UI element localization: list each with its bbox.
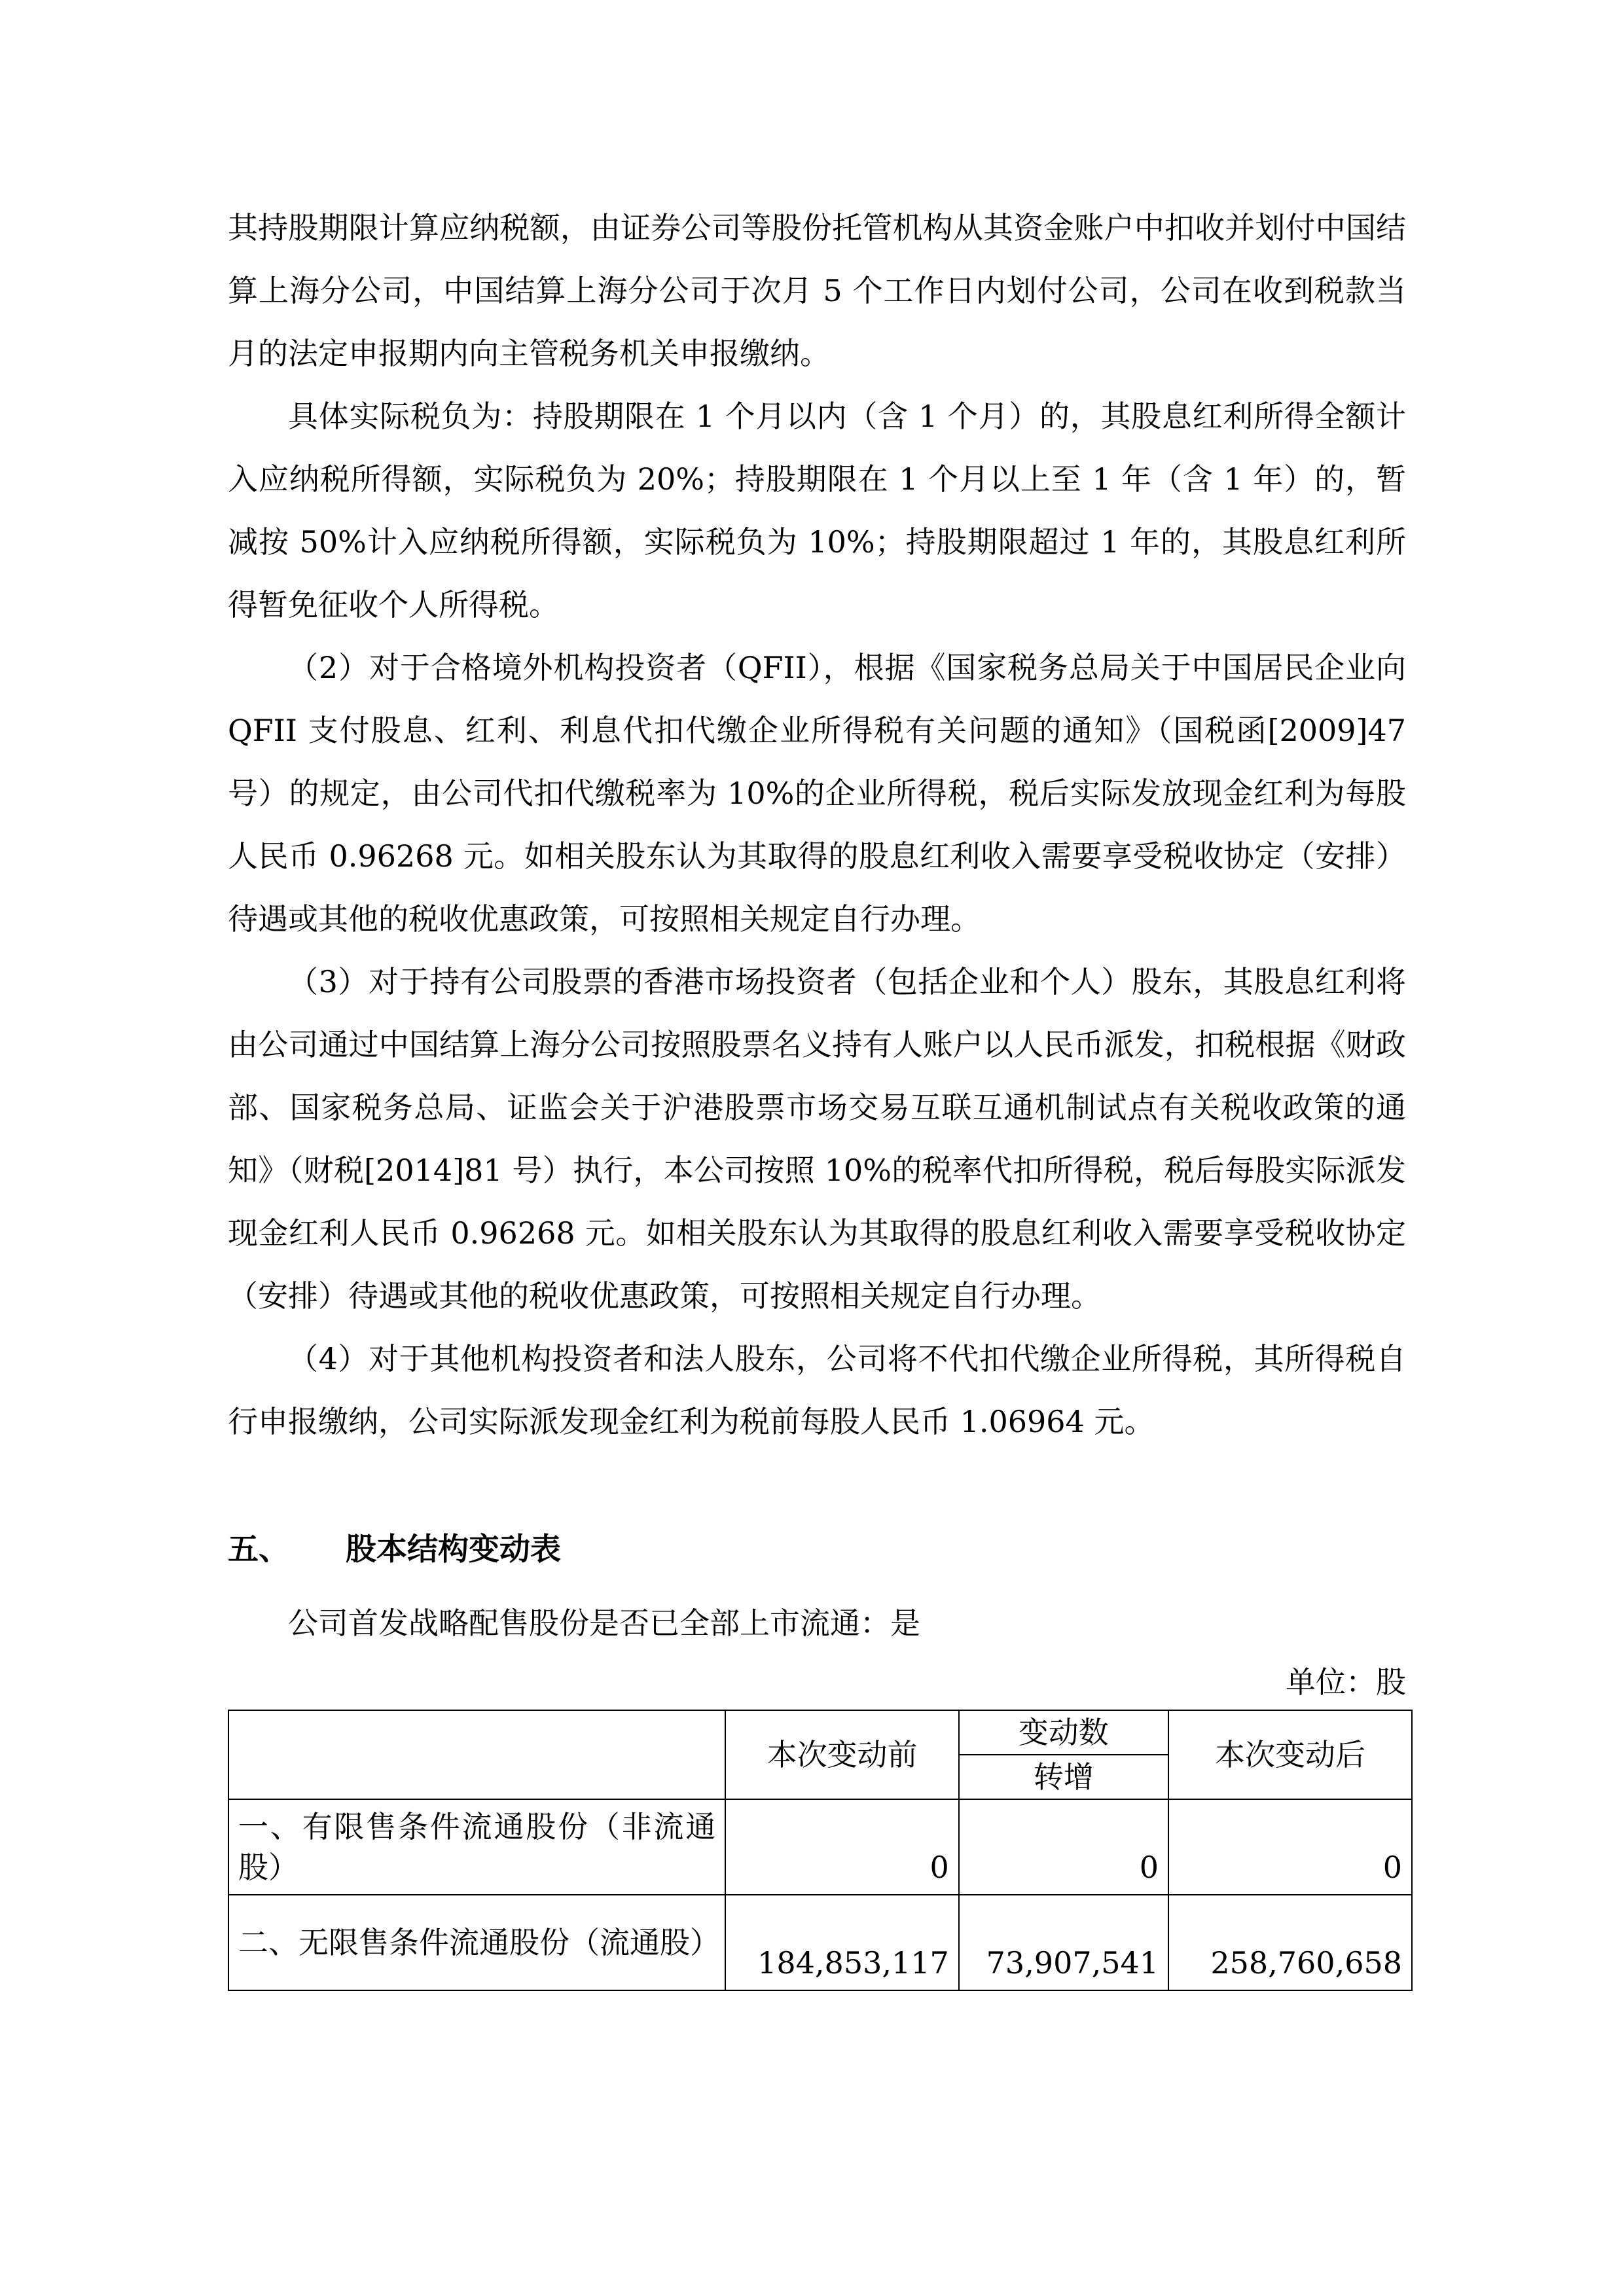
header-before-change: 本次变动前 xyxy=(725,1710,958,1799)
row-label-restricted-shares: 一、有限售条件流通股份（非流通股） xyxy=(228,1799,725,1895)
document-page xyxy=(228,196,1406,1991)
cell-unrestricted-before: 184,853,117 xyxy=(725,1895,958,1990)
paragraph-other-institutions: （4）对于其他机构投资者和法人股东，公司将不代扣代缴企业所得税，其所得税自行申报缴纳，公司实际派发现金红利为税前每股人民币 1.06964 元。 xyxy=(228,1341,1406,1439)
cell-unrestricted-change: 73,907,541 xyxy=(959,1895,1168,1990)
section-heading xyxy=(228,1518,1406,1581)
paragraph-qfii: （2）对于合格境外机构投资者（QFII），根据《国家税务总局关于中国居民企业向 QFII 支付股息、红利、利息代扣代缴企业所得税有关问题的通知》（国税函[2009]47 号）的规定，由公司代扣代缴税率为 10%的企业所得税，税后实际发放现金红利为每股人民币 0.96268 元。如相关股东认为其取得的股息红利收入需要享受税收协定（安排）待遇或其他的税收优惠政策，可按照相关规定自行办理。 xyxy=(228,650,1406,937)
header-after-change: 本次变动后 xyxy=(1168,1710,1412,1799)
cell-restricted-after: 0 xyxy=(1168,1799,1412,1895)
cell-unrestricted-after: 258,760,658 xyxy=(1168,1895,1412,1990)
share-structure-table xyxy=(228,1710,1413,1991)
strategic-placement-statement: 公司首发战略配售股份是否已全部上市流通：是 xyxy=(288,1605,920,1641)
table-header-row xyxy=(228,1710,1412,1755)
unit-label: 单位：股 xyxy=(1286,1664,1406,1700)
table-row xyxy=(228,1895,1412,1990)
paragraph-hong-kong-investors: （3）对于持有公司股票的香港市场投资者（包括企业和个人）股东，其股息红利将由公司通过中国结算上海分公司按照股票名义持有人账户以人民币派发，扣税根据《财政部、国家税务总局、证监会关于沪港股票市场交易互联互通机制试点有关税收政策的通知》（财税[2014]81 号）执行，本公司按照 10%的税率代扣所得税，税后每股实际派发现金红利人民币 0.96268 元。如相关股东认为其取得的股息红利收入需要享受税收协定（安排）待遇或其他的税收优惠政策，可按照相关规定自行办理。 xyxy=(228,964,1406,1314)
section-title: 股本结构变动表 xyxy=(346,1532,561,1568)
cell-restricted-change: 0 xyxy=(959,1799,1168,1895)
section-number: 五、 xyxy=(228,1532,289,1568)
section-spacer xyxy=(228,1453,1406,1518)
table-row xyxy=(228,1799,1412,1895)
header-capitalization: 转增 xyxy=(959,1755,1168,1799)
table-corner-cell xyxy=(228,1710,725,1799)
header-change-amount: 变动数 xyxy=(959,1710,1168,1755)
cell-restricted-before: 0 xyxy=(725,1799,958,1895)
paragraph-tax-collection: 其持股期限计算应纳税额，由证券公司等股份托管机构从其资金账户中扣收并划付中国结算上海分公司，中国结算上海分公司于次月 5 个工作日内划付公司，公司在收到税款当月的法定申报期内向主管税务机关申报缴纳。 xyxy=(228,210,1406,371)
row-label-unrestricted-shares: 二、无限售条件流通股份（流通股） xyxy=(228,1895,725,1990)
paragraph-actual-tax-burden: 具体实际税负为：持股期限在 1 个月以内（含 1 个月）的，其股息红利所得全额计入应纳税所得额，实际税负为 20%；持股期限在 1 个月以上至 1 年（含 1 年）的，暂减按 50%计入应纳税所得额，实际税负为 10%；持股期限超过 1 年的，其股息红利所得暂免征收个人所得税。 xyxy=(228,399,1406,622)
